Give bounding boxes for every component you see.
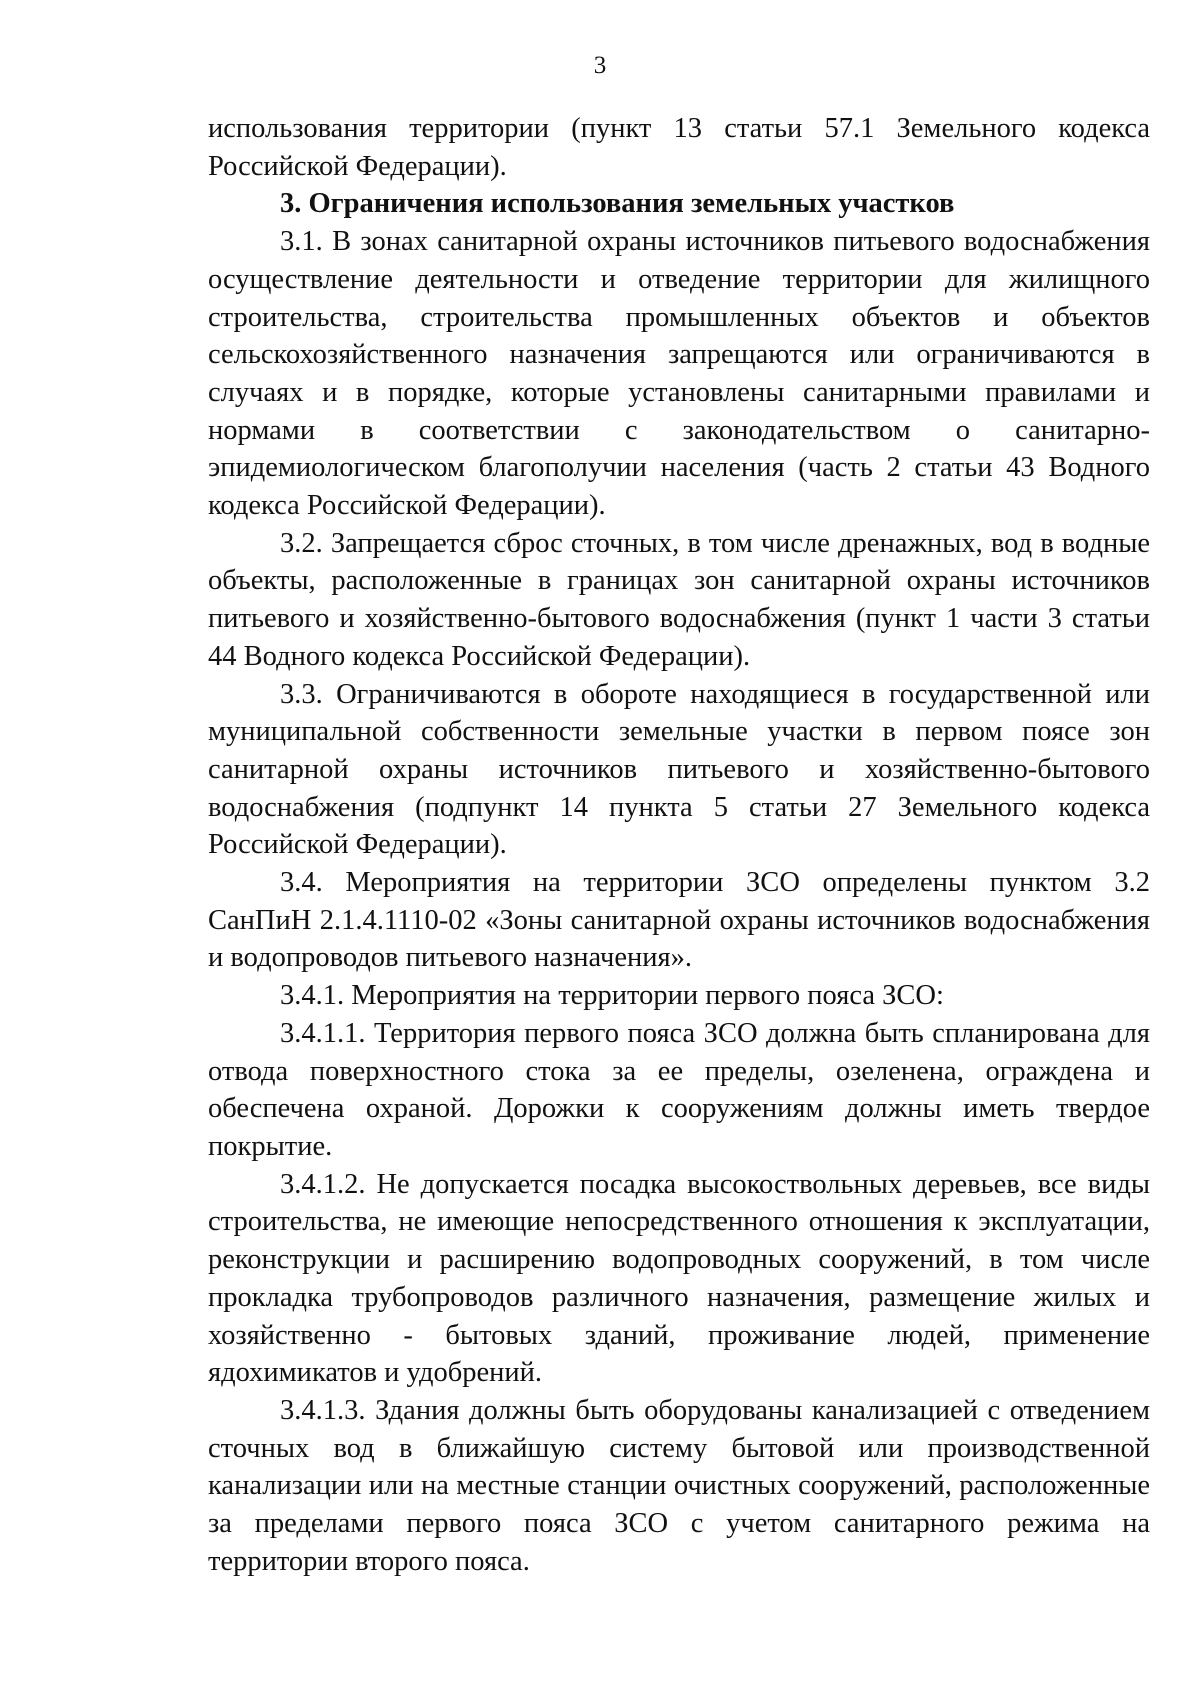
page-number: 3 xyxy=(593,52,607,79)
paragraph-3-2: 3.2. Запрещается сброс сточных, в том числе дренажных, вод в водные объекты, расположенные в границах зон санитарной охраны источников питьевого и хозяйственно-бытового водоснабжения (пункт 1 части 3 статьи 44 Водного кодекса Российской Федерации). xyxy=(208,527,1150,672)
paragraph-3-3: 3.3. Ограничиваются в обороте находящиеся в государственной или муниципальной собственности земельные участки в первом поясе зон санитарной охраны источников питьевого и хозяйственно-бытового водоснабжения (подпункт 14 пункта 5 статьи 27 Земельного кодекса Российской Федерации). xyxy=(208,678,1150,861)
paragraph-continuation: использования территории (пункт 13 статьи 57.1 Земельного кодекса Российской Федерации). xyxy=(208,113,1150,182)
paragraph-3-1: 3.1. В зонах санитарной охраны источников питьевого водоснабжения осуществление деятельности и отведение территории для жилищного строительства, строительства промышленных объектов и объектов сельскохозяйственного назначения запрещаются или ограничиваются в случаях и в порядке, которые установлены санитарными правилами и нормами в соответствии с законодательством о санитарно-эпидемиологическом благополучии населения (часть 2 статьи 43 Водного кодекса Российской Федерации). xyxy=(208,226,1150,522)
paragraph-3-4-1-3: 3.4.1.3. Здания должны быть оборудованы канализацией с отведением сточных вод в ближайшую систему бытовой или производственной канализации или на местные станции очистных сооружений, расположенные за пределами первого пояса ЗСО с учетом санитарного режима на территории второго пояса. xyxy=(208,1394,1150,1577)
paragraph-3-4-1: 3.4.1. Мероприятия на территории первого пояса ЗСО: xyxy=(280,980,944,1012)
paragraph-3-4-1-1: 3.4.1.1. Территория первого пояса ЗСО должна быть спланирована для отвода поверхностного стока за ее пределы, озеленена, ограждена и обеспечена охраной. Дорожки к сооружениям должны иметь твердое покрытие. xyxy=(208,1017,1150,1162)
paragraph-3-4-1-2: 3.4.1.2. Не допускается посадка высокоствольных деревьев, все виды строительства, не имеющие непосредственного отношения к эксплуатации, реконструкции и расширению водопроводных сооружений, в том числе прокладка трубопроводов различного назначения, размещение жилых и хозяйственно - бытовых зданий, проживание людей, применение ядохимикатов и удобрений. xyxy=(208,1168,1150,1389)
paragraph-3-4: 3.4. Мероприятия на территории ЗСО определены пунктом 3.2 СанПиН 2.1.4.1110-02 «Зоны санитарной охраны источников водоснабжения и водопроводов питьевого назначения». xyxy=(208,867,1150,974)
document-body xyxy=(208,110,1150,1580)
section-heading: 3. Ограничения использования земельных участков xyxy=(280,188,955,220)
